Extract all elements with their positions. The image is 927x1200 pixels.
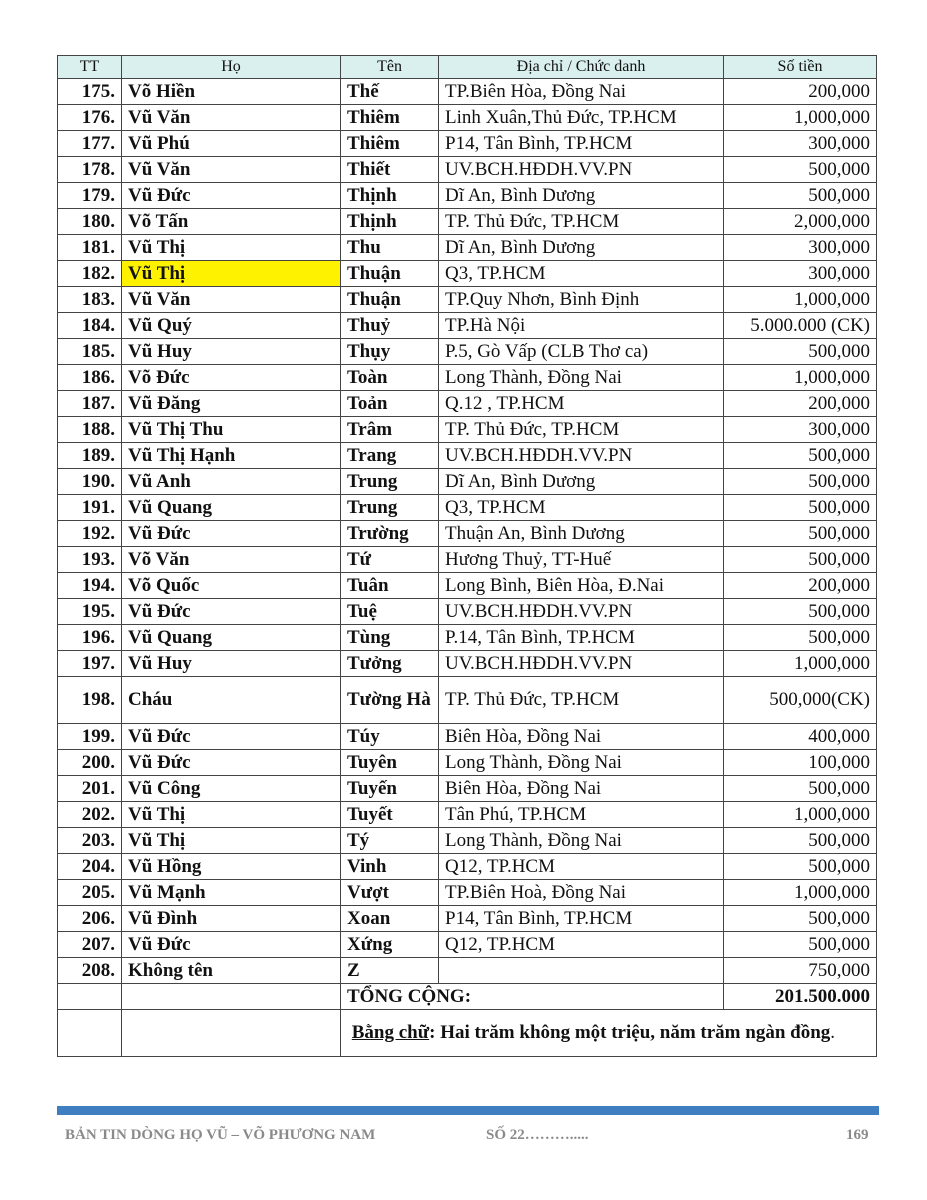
total-empty-ho <box>122 984 341 1010</box>
cell-ho: Vũ Đức <box>122 183 341 209</box>
cell-amount: 500,000 <box>724 599 877 625</box>
cell-tt: 189. <box>58 443 122 469</box>
cell-address: Dĩ An, Bình Dương <box>439 235 724 261</box>
cell-ten: Thuận <box>341 261 439 287</box>
cell-ho: Vũ Đăng <box>122 391 341 417</box>
cell-tt: 203. <box>58 828 122 854</box>
cell-tt: 196. <box>58 625 122 651</box>
cell-address: Q3, TP.HCM <box>439 495 724 521</box>
cell-amount: 500,000 <box>724 932 877 958</box>
amount-in-words-row <box>58 1010 877 1057</box>
cell-amount: 500,000 <box>724 521 877 547</box>
cell-amount: 300,000 <box>724 417 877 443</box>
amount-in-words-end: . <box>830 1022 836 1043</box>
cell-tt: 188. <box>58 417 122 443</box>
cell-ten: Trường <box>341 521 439 547</box>
cell-tt: 175. <box>58 79 122 105</box>
cell-ten: Thiết <box>341 157 439 183</box>
cell-address: TP.Biên Hoà, Đồng Nai <box>439 880 724 906</box>
cell-ten: Tứ <box>341 547 439 573</box>
cell-ho: Võ Hiền <box>122 79 341 105</box>
cell-amount: 5.000.000 (CK) <box>724 313 877 339</box>
cell-amount: 500,000 <box>724 625 877 651</box>
amount-in-words-text: : Hai trăm không một triệu, năm trăm ngàn đồng <box>429 1022 831 1043</box>
cell-amount: 750,000 <box>724 958 877 984</box>
table-row <box>58 417 877 443</box>
cell-amount: 1,000,000 <box>724 802 877 828</box>
cell-address: Tân Phú, TP.HCM <box>439 802 724 828</box>
cell-ho: Vũ Công <box>122 776 341 802</box>
cell-address: Linh Xuân,Thủ Đức, TP.HCM <box>439 105 724 131</box>
table-row <box>58 651 877 677</box>
cell-address: Biên Hòa, Đồng Nai <box>439 724 724 750</box>
cell-address: Q12, TP.HCM <box>439 854 724 880</box>
cell-amount: 500,000 <box>724 854 877 880</box>
cell-ho: Vũ Anh <box>122 469 341 495</box>
cell-ho: Vũ Đình <box>122 906 341 932</box>
cell-ho: Vũ Thị <box>122 802 341 828</box>
cell-amount: 2,000,000 <box>724 209 877 235</box>
cell-ten: Trung <box>341 495 439 521</box>
cell-ho: Vũ Quý <box>122 313 341 339</box>
cell-ten: Thịnh <box>341 183 439 209</box>
table-row <box>58 391 877 417</box>
table-row <box>58 854 877 880</box>
cell-ho: Vũ Thị Hạnh <box>122 443 341 469</box>
cell-ho: Vũ Huy <box>122 651 341 677</box>
cell-ho: Võ Văn <box>122 547 341 573</box>
cell-address: Long Thành, Đồng Nai <box>439 365 724 391</box>
table-row <box>58 573 877 599</box>
cell-ten: Tuyết <box>341 802 439 828</box>
cell-address: P14, Tân Bình, TP.HCM <box>439 906 724 932</box>
cell-amount: 500,000 <box>724 183 877 209</box>
cell-ten: Thụy <box>341 339 439 365</box>
cell-tt: 179. <box>58 183 122 209</box>
cell-tt: 208. <box>58 958 122 984</box>
cell-address: TP.Biên Hòa, Đồng Nai <box>439 79 724 105</box>
cell-ten: Xoan <box>341 906 439 932</box>
cell-amount: 1,000,000 <box>724 105 877 131</box>
cell-ho: Vũ Văn <box>122 157 341 183</box>
cell-amount: 1,000,000 <box>724 365 877 391</box>
cell-ten: Trâm <box>341 417 439 443</box>
cell-amount: 200,000 <box>724 391 877 417</box>
cell-address: P.5, Gò Vấp (CLB Thơ ca) <box>439 339 724 365</box>
cell-ho: Vũ Huy <box>122 339 341 365</box>
cell-tt: 201. <box>58 776 122 802</box>
cell-address: P14, Tân Bình, TP.HCM <box>439 131 724 157</box>
cell-ho: Vũ Quang <box>122 495 341 521</box>
cell-ten: Thu <box>341 235 439 261</box>
cell-amount: 500,000 <box>724 828 877 854</box>
cell-tt: 182. <box>58 261 122 287</box>
cell-tt: 202. <box>58 802 122 828</box>
cell-ten: Tuyến <box>341 776 439 802</box>
cell-tt: 191. <box>58 495 122 521</box>
cell-ho: Vũ Thị <box>122 235 341 261</box>
cell-ten: Vinh <box>341 854 439 880</box>
cell-amount: 500,000 <box>724 157 877 183</box>
cell-address: TP.Hà Nội <box>439 313 724 339</box>
cell-ten: Z <box>341 958 439 984</box>
cell-ten: Tưởng <box>341 651 439 677</box>
table-row <box>58 79 877 105</box>
cell-amount: 500,000 <box>724 495 877 521</box>
table-row <box>58 776 877 802</box>
cell-ho: Vũ Đức <box>122 521 341 547</box>
total-value: 201.500.000 <box>724 984 877 1010</box>
cell-ten: Xứng <box>341 932 439 958</box>
cell-tt: 200. <box>58 750 122 776</box>
cell-tt: 206. <box>58 906 122 932</box>
cell-amount: 500,000 <box>724 469 877 495</box>
col-header-amount: Số tiền <box>724 56 877 79</box>
cell-amount: 1,000,000 <box>724 287 877 313</box>
table-row <box>58 724 877 750</box>
cell-amount: 1,000,000 <box>724 880 877 906</box>
cell-ho: Vũ Đức <box>122 599 341 625</box>
cell-tt: 190. <box>58 469 122 495</box>
table-row <box>58 131 877 157</box>
cell-amount: 100,000 <box>724 750 877 776</box>
cell-ho: Cháu <box>122 677 341 724</box>
cell-amount: 300,000 <box>724 235 877 261</box>
cell-ho: Võ Đức <box>122 365 341 391</box>
cell-tt: 204. <box>58 854 122 880</box>
table-row <box>58 932 877 958</box>
cell-ten: Thuận <box>341 287 439 313</box>
cell-ten: Thuỷ <box>341 313 439 339</box>
cell-ho: Vũ Thị Thu <box>122 417 341 443</box>
cell-address: Long Thành, Đồng Nai <box>439 750 724 776</box>
cell-ho: Vũ Hồng <box>122 854 341 880</box>
total-row <box>58 984 877 1010</box>
cell-ten: Thiêm <box>341 105 439 131</box>
cell-amount: 500,000(CK) <box>724 677 877 724</box>
cell-tt: 186. <box>58 365 122 391</box>
cell-ho: Võ Quốc <box>122 573 341 599</box>
cell-amount: 500,000 <box>724 776 877 802</box>
table-row <box>58 469 877 495</box>
table-row <box>58 287 877 313</box>
table-row <box>58 313 877 339</box>
cell-address: Dĩ An, Bình Dương <box>439 469 724 495</box>
words-empty-ho <box>122 1010 341 1057</box>
cell-amount: 300,000 <box>724 131 877 157</box>
cell-ho: Vũ Thị <box>122 828 341 854</box>
cell-ten: Tuân <box>341 573 439 599</box>
cell-address: TP. Thủ Đức, TP.HCM <box>439 209 724 235</box>
footer-bar <box>57 1106 879 1115</box>
cell-ten: Tùng <box>341 625 439 651</box>
cell-ho: Vũ Đức <box>122 932 341 958</box>
cell-address: Thuận An, Bình Dương <box>439 521 724 547</box>
cell-ho: Vũ Mạnh <box>122 880 341 906</box>
cell-address: UV.BCH.HĐDH.VV.PN <box>439 443 724 469</box>
cell-tt: 194. <box>58 573 122 599</box>
cell-ten: Thế <box>341 79 439 105</box>
cell-ten: Trung <box>341 469 439 495</box>
footer-page-number: 169 <box>846 1127 869 1143</box>
cell-address: UV.BCH.HĐDH.VV.PN <box>439 157 724 183</box>
table-row <box>58 235 877 261</box>
cell-address: UV.BCH.HĐDH.VV.PN <box>439 651 724 677</box>
table-row <box>58 547 877 573</box>
cell-ho-highlighted: Vũ Thị <box>122 261 341 287</box>
cell-address: Q12, TP.HCM <box>439 932 724 958</box>
cell-ten: Thịnh <box>341 209 439 235</box>
cell-ten: Túy <box>341 724 439 750</box>
cell-ten: Vượt <box>341 880 439 906</box>
table-row <box>58 365 877 391</box>
cell-tt: 183. <box>58 287 122 313</box>
table-row <box>58 625 877 651</box>
cell-tt: 185. <box>58 339 122 365</box>
cell-address: Dĩ An, Bình Dương <box>439 183 724 209</box>
cell-tt: 180. <box>58 209 122 235</box>
cell-tt: 195. <box>58 599 122 625</box>
cell-address: P.14, Tân Bình, TP.HCM <box>439 625 724 651</box>
table-row <box>58 105 877 131</box>
cell-address: TP. Thủ Đức, TP.HCM <box>439 417 724 443</box>
cell-amount: 500,000 <box>724 443 877 469</box>
amount-in-words-label: Bằng chữ <box>351 1022 430 1043</box>
cell-ho: Vũ Phú <box>122 131 341 157</box>
cell-amount: 500,000 <box>724 547 877 573</box>
amount-in-words <box>341 1010 877 1057</box>
cell-ten: Tuệ <box>341 599 439 625</box>
words-empty-tt <box>58 1010 122 1057</box>
table-row <box>58 495 877 521</box>
cell-ten: Toản <box>341 391 439 417</box>
cell-address: TP. Thủ Đức, TP.HCM <box>439 677 724 724</box>
footer-issue-number: SỐ 22………..... <box>486 1127 589 1143</box>
table-row <box>58 521 877 547</box>
cell-amount: 1,000,000 <box>724 651 877 677</box>
cell-ho: Võ Tấn <box>122 209 341 235</box>
cell-amount: 400,000 <box>724 724 877 750</box>
cell-amount: 500,000 <box>724 906 877 932</box>
cell-tt: 198. <box>58 677 122 724</box>
cell-address: Long Thành, Đồng Nai <box>439 828 724 854</box>
cell-address: TP.Quy Nhơn, Bình Định <box>439 287 724 313</box>
table-row <box>58 339 877 365</box>
cell-address: Hương Thuỷ, TT-Huế <box>439 547 724 573</box>
table-row <box>58 443 877 469</box>
cell-ten: Thiêm <box>341 131 439 157</box>
table-row <box>58 261 877 287</box>
col-header-address: Địa chỉ / Chức danh <box>439 56 724 79</box>
cell-ten: Toàn <box>341 365 439 391</box>
total-empty-tt <box>58 984 122 1010</box>
cell-ho: Vũ Văn <box>122 287 341 313</box>
table-row <box>58 958 877 984</box>
cell-ho: Vũ Đức <box>122 724 341 750</box>
cell-address: UV.BCH.HĐDH.VV.PN <box>439 599 724 625</box>
cell-tt: 193. <box>58 547 122 573</box>
table-row <box>58 906 877 932</box>
donor-table <box>57 55 877 1057</box>
col-header-ten: Tên <box>341 56 439 79</box>
cell-ten: Trang <box>341 443 439 469</box>
table-row <box>58 828 877 854</box>
table-row <box>58 880 877 906</box>
table-header-row <box>58 56 877 79</box>
cell-amount: 300,000 <box>724 261 877 287</box>
cell-address <box>439 958 724 984</box>
cell-tt: 192. <box>58 521 122 547</box>
col-header-tt: TT <box>58 56 122 79</box>
cell-ten: Tuyên <box>341 750 439 776</box>
table-row <box>58 599 877 625</box>
cell-address: Long Bình, Biên Hòa, Đ.Nai <box>439 573 724 599</box>
cell-ten: Tý <box>341 828 439 854</box>
cell-ho: Vũ Đức <box>122 750 341 776</box>
cell-tt: 178. <box>58 157 122 183</box>
table-row <box>58 157 877 183</box>
table-row <box>58 183 877 209</box>
cell-tt: 197. <box>58 651 122 677</box>
cell-tt: 187. <box>58 391 122 417</box>
table-row <box>58 677 877 724</box>
cell-amount: 500,000 <box>724 339 877 365</box>
footer-newsletter-title: BẢN TIN DÒNG HỌ VŨ – VÕ PHƯƠNG NAM <box>65 1127 376 1143</box>
cell-amount: 200,000 <box>724 79 877 105</box>
table-row <box>58 750 877 776</box>
cell-ho: Không tên <box>122 958 341 984</box>
cell-tt: 176. <box>58 105 122 131</box>
table-row <box>58 802 877 828</box>
total-label: TỔNG CỘNG: <box>341 984 724 1010</box>
cell-amount: 200,000 <box>724 573 877 599</box>
cell-ho: Vũ Văn <box>122 105 341 131</box>
cell-tt: 199. <box>58 724 122 750</box>
cell-tt: 181. <box>58 235 122 261</box>
cell-tt: 205. <box>58 880 122 906</box>
cell-address: Q3, TP.HCM <box>439 261 724 287</box>
cell-tt: 207. <box>58 932 122 958</box>
cell-address: Biên Hòa, Đồng Nai <box>439 776 724 802</box>
col-header-ho: Họ <box>122 56 341 79</box>
cell-address: Q.12 , TP.HCM <box>439 391 724 417</box>
cell-ten: Tường Hà <box>341 677 439 724</box>
table-row <box>58 209 877 235</box>
cell-tt: 177. <box>58 131 122 157</box>
cell-ho: Vũ Quang <box>122 625 341 651</box>
cell-tt: 184. <box>58 313 122 339</box>
